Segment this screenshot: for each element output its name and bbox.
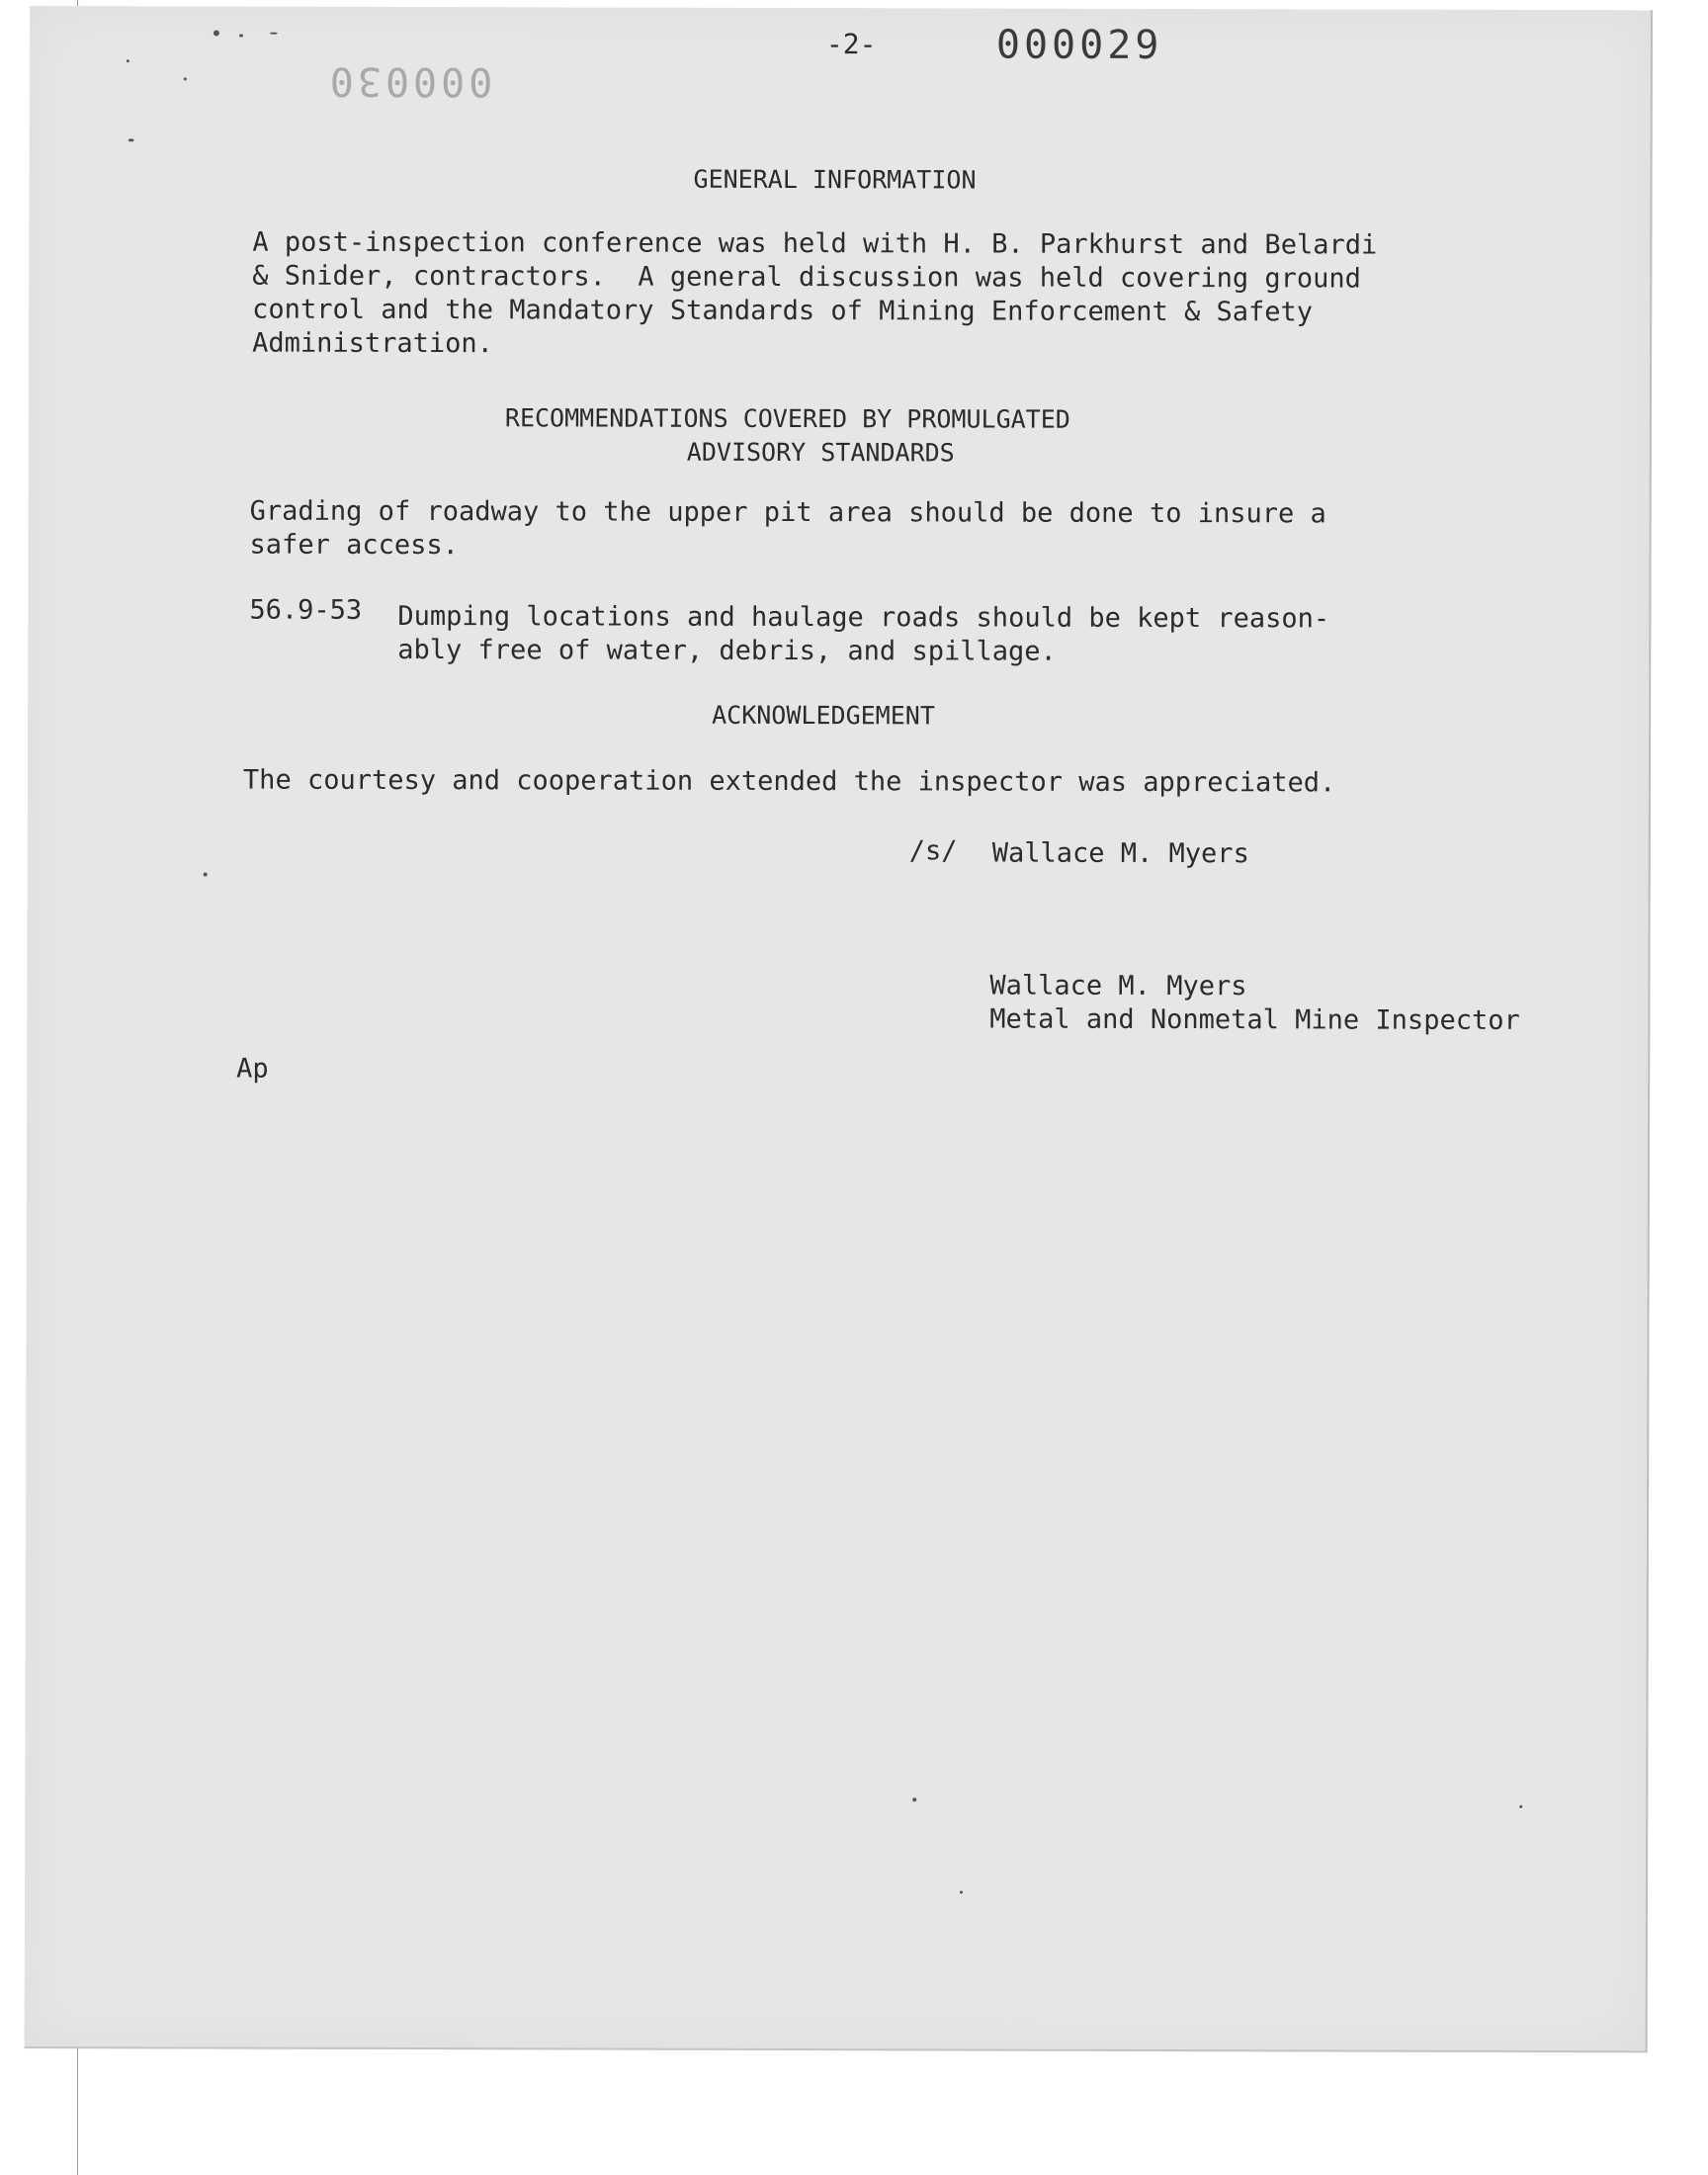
recommendations-heading-line-2: ADVISORY STANDARDS xyxy=(686,437,955,468)
general-line-4: Administration. xyxy=(252,327,493,360)
standard-line-1: Dumping locations and haulage roads should be kept reason- xyxy=(397,600,1330,635)
faded-stamp-number: 000030 xyxy=(325,57,493,105)
acknowledgement-text: The courtesy and cooperation extended the inspector was appreciated. xyxy=(242,764,1336,799)
scan-speck xyxy=(960,1890,963,1893)
signature-typed-name: Wallace M. Myers xyxy=(991,837,1249,870)
standard-line-2: ably free of water, debris, and spillage. xyxy=(397,634,1057,667)
general-line-1: A post-inspection conference was held with H. B. Parkhurst and Belardi xyxy=(252,226,1378,261)
page-number: -2- xyxy=(825,28,877,61)
document-stamp-number: 000029 xyxy=(995,22,1163,69)
signature-mark: /s/ xyxy=(908,835,958,867)
general-line-3: control and the Mandatory Standards of Mining Enforcement & Safety xyxy=(252,294,1314,328)
scan-speck xyxy=(239,35,243,38)
inspector-name: Wallace M. Myers xyxy=(989,970,1247,1002)
scan-speck xyxy=(1519,1805,1522,1808)
general-line-2: & Snider, contractors. A general discussion was held covering ground xyxy=(252,260,1361,295)
acknowledgement-heading: ACKNOWLEDGEMENT xyxy=(712,700,935,731)
scan-speck xyxy=(912,1797,916,1801)
general-information-heading: GENERAL INFORMATION xyxy=(693,164,977,195)
inspector-title: Metal and Nonmetal Mine Inspector xyxy=(989,1003,1520,1036)
typist-initials: Ap xyxy=(236,1053,269,1085)
grading-line-2: safer access. xyxy=(249,529,459,562)
scan-speck xyxy=(127,59,129,62)
grading-line-1: Grading of roadway to the upper pit area should be done to insure a xyxy=(249,495,1326,530)
scan-speck xyxy=(204,872,208,876)
scan-speck xyxy=(128,138,134,141)
scan-speck xyxy=(270,33,278,35)
standard-code: 56.9-53 xyxy=(249,594,363,626)
recommendations-heading-line-1: RECOMMENDATIONS COVERED BY PROMULGATED xyxy=(504,403,1070,434)
scan-speck xyxy=(214,30,219,36)
scan-speck xyxy=(184,77,187,80)
document-page xyxy=(25,6,1653,2052)
